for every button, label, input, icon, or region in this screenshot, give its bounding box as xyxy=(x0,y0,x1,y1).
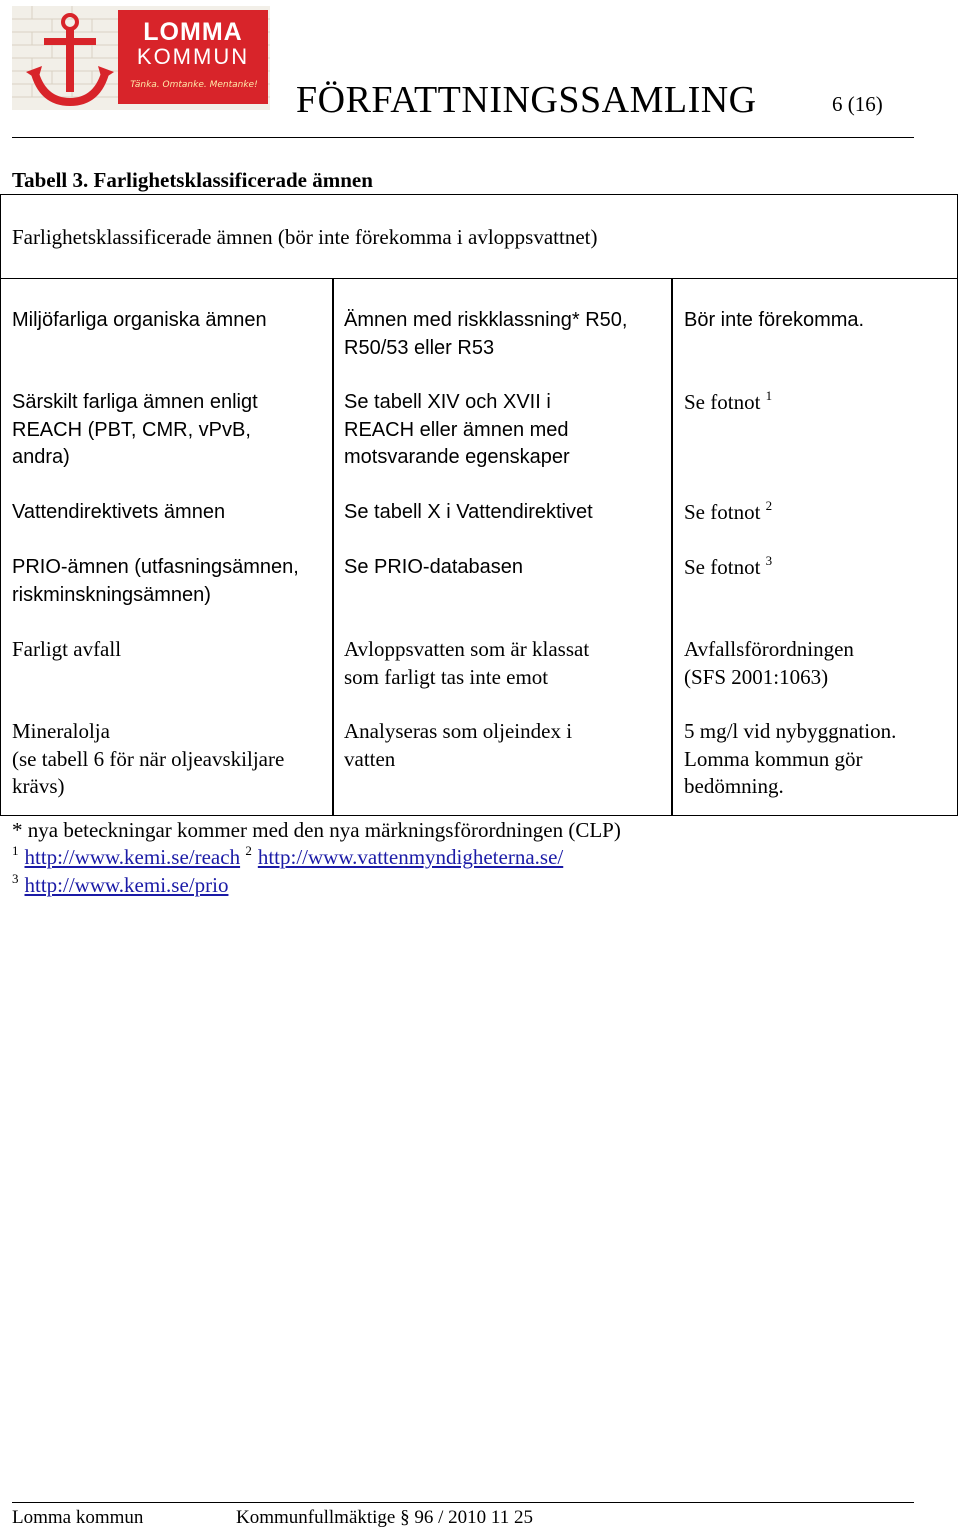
footnote-number: 2 xyxy=(245,843,252,858)
column-divider xyxy=(332,279,334,815)
table-caption: Tabell 3. Farlighetsklassificerade ämnen xyxy=(12,168,373,192)
logo-name-line1: LOMMA xyxy=(143,18,243,46)
link-vattenmyndigheterna[interactable]: http://www.vattenmyndigheterna.se/ xyxy=(257,845,564,869)
footer-organization: Lomma kommun xyxy=(12,1507,144,1528)
lomma-kommun-logo xyxy=(12,6,270,110)
table-cell-substance: Särskilt farliga ämnen enligt REACH (PBT, CMR, vPvB, andra) xyxy=(12,391,258,468)
table-cell-limit: Avfallsförordningen (SFS 2001:1063) xyxy=(684,637,854,689)
table-cell-limit: Se fotnot $^2$ xyxy=(684,498,773,524)
table-cell-requirement: Analyseras som oljeindex i vatten xyxy=(344,719,573,771)
logo-name-line2: KOMMUN xyxy=(136,44,250,69)
header-divider xyxy=(12,137,914,138)
logo-red-panel xyxy=(118,10,268,104)
table-cell-substance: PRIO-ämnen (utfasningsämnen, riskminskningsämnen) xyxy=(12,556,299,606)
footer-decision-reference: Kommunfullmäktige § 96 / 2010 11 25 xyxy=(236,1507,533,1528)
table-cell-substance: Miljöfarliga organiska ämnen xyxy=(12,309,267,331)
table-cell-substance: Vattendirektivets ämnen xyxy=(12,501,226,523)
column-divider xyxy=(671,279,673,815)
table-cell-requirement: Avloppsvatten som är klassat som farligt tas inte emot xyxy=(344,637,590,689)
table-cell-requirement: Se PRIO-databasen xyxy=(344,556,523,578)
footer-divider xyxy=(12,1502,914,1503)
footnote-number: 1 xyxy=(12,843,19,858)
document-title: FÖRFATTNINGSSAMLING xyxy=(296,79,757,121)
link-kemi-prio[interactable]: http://www.kemi.se/prio xyxy=(24,873,229,897)
table-cell-substance: Farligt avfall xyxy=(12,637,122,661)
table-cell-requirement: Se tabell XIV och XVII i REACH eller ämnen med motsvarande egenskaper xyxy=(344,391,570,468)
hazard-classification-table xyxy=(0,194,958,816)
footnote-links-1-2 xyxy=(12,845,563,870)
table-cell-limit: Se fotnot $^3$ xyxy=(684,553,773,579)
footnote-number: 3 xyxy=(12,871,19,886)
footnote-link-3 xyxy=(12,873,228,898)
table-heading: Farlighetsklassificerade ämnen (bör inte förekomma i avloppsvattnet) xyxy=(12,225,598,249)
page-number: 6 (16) xyxy=(832,92,883,116)
logo-slogan: Tänka. Omtanke. Mentanke! xyxy=(130,80,258,90)
table-cell-limit: 5 mg/l vid nybyggnation. Lomma kommun gör bedömning. xyxy=(684,719,897,798)
table-cell-limit: Se fotnot $^1$ xyxy=(684,388,773,414)
table-cell-requirement: Se tabell X i Vattendirektivet xyxy=(344,501,593,523)
table-cell-limit: Bör inte förekomma. xyxy=(684,309,865,331)
link-kemi-reach[interactable]: http://www.kemi.se/reach xyxy=(24,845,241,869)
table-cell-requirement: Ämnen med riskklassning* R50, R50/53 eller R53 xyxy=(344,309,628,359)
table-cell-substance: Mineralolja (se tabell 6 för när oljeavskiljare krävs) xyxy=(12,719,285,798)
footnote-clp: * nya beteckningar kommer med den nya märkningsförordningen (CLP) xyxy=(12,818,621,842)
table-heading-row xyxy=(1,195,957,279)
